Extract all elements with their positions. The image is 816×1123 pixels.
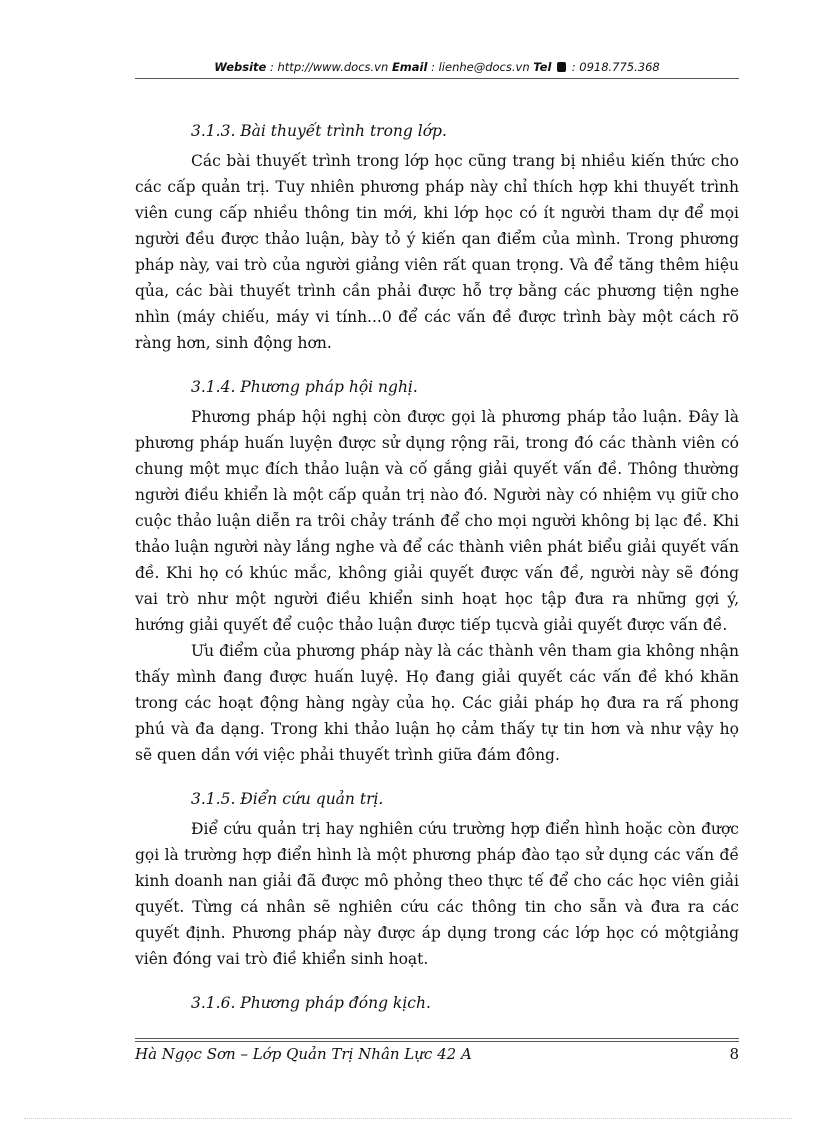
footer-rule-top (135, 1038, 739, 1039)
email-label: Email (391, 60, 428, 74)
phone-icon (557, 62, 566, 72)
document-body (135, 118, 739, 1034)
page-header (135, 60, 739, 74)
tel-value: : 0918.775.368 (571, 60, 660, 74)
section-heading: 3.1.4. Phương pháp hội nghị. (191, 378, 418, 396)
paragraph: Phương pháp hội nghị còn được gọi là phương pháp tảo luận. Đây là phương pháp huấn luyện được sử dụng rộng rãi, trong đó các thành viên có chung một mục đích thảo luận và cố gắng giải quyết vấn đề. Thông thường người điều khiển là một cấp quản trị nào đó. Người này có nhiệm vụ giữ cho cuộc thảo luận diễn ra trôi chảy tránh để cho mọi người không bị lạc đề. Khi thảo luận người này lắng nghe và để các thành viên phát biểu giải quyết vấn đề. Khi họ có khúc mắc, không giải quyết được vấn đề, người này sẽ đóng vai trò như một người điều khiển sinh hoạt học tập đưa ra những gợi ý, hướng giải quyết để cuộc thảo luận được tiếp tụcvà giải quyết được vấn đề. (135, 408, 739, 634)
section-3-1-6 (135, 990, 739, 1016)
tel-label: Tel (533, 60, 552, 74)
website-value[interactable]: : http://www.docs.vn (269, 60, 389, 74)
section-heading: 3.1.6. Phương pháp đóng kịch. (191, 994, 431, 1012)
page-number: 8 (729, 1045, 739, 1063)
section-3-1-5 (135, 786, 739, 972)
paragraph: Các bài thuyết trình trong lớp học cũng trang bị nhiều kiến thức cho các cấp quản trị. Tuy nhiên phương pháp này chỉ thích hợp khi thuyết trình viên cung cấp nhiều thông tin mới, khi lớp học có ít người tham dự để mọi người đều được thảo luận, bày tỏ ý kiến qan điểm của mình. Trong phương pháp này, vai trò của người giảng viên rất quan trọng. Và để tăng thêm hiệu qủa, các bài thuyết trình cần phải được hỗ trợ bằng các phương tiện nghe nhìn (máy chiếu, máy vi tính...0 để các vấn đề được trình bày một cách rõ ràng hơn, sinh động hơn. (135, 152, 739, 352)
page-footer (135, 1045, 739, 1063)
footer-rule-bottom (135, 1041, 739, 1042)
section-heading: 3.1.3. Bài thuyết trình trong lớp. (191, 122, 447, 140)
section-3-1-3 (135, 118, 739, 356)
header-rule (135, 78, 739, 79)
section-heading: 3.1.5. Điển cứu quản trị. (191, 790, 384, 808)
paragraph: Ưu điểm của phương pháp này là các thành vên tham gia không nhận thấy mình đang được huấn luyệ. Họ đang giải quyết các vấn đề khó khăn trong các hoạt động hàng ngày của họ. Các giải pháp họ đưa ra rấ phong phú và đa dạng. Trong khi thảo luận họ cảm thấy tự tin hơn và như vậy họ sẽ quen dần với việc phải thuyết trình giữa đám đông. (135, 642, 739, 764)
section-3-1-4 (135, 374, 739, 768)
email-value[interactable]: : lienhe@docs.vn (431, 60, 530, 74)
bottom-dotted-rule (24, 1118, 792, 1119)
website-label: Website (214, 60, 267, 74)
paragraph: Điể cứu quản trị hay nghiên cứu trường hợp điển hình hoặc còn được gọi là trường hợp điển hình là một phương pháp đào tạo sử dụng các vấn đề kinh doanh nan giải đã được mô phỏng theo thực tế để cho các học viên giải quyết. Từng cá nhân sẽ nghiên cứu các thông tin cho sẵn và đưa ra các quyết định. Phương pháp này được áp dụng trong các lớp học có mộtgiảng viên đóng vai trò điề khiển sinh hoạt. (135, 820, 739, 968)
footer-author: Hà Ngọc Sơn – Lớp Quản Trị Nhân Lực 42 A (135, 1045, 472, 1063)
